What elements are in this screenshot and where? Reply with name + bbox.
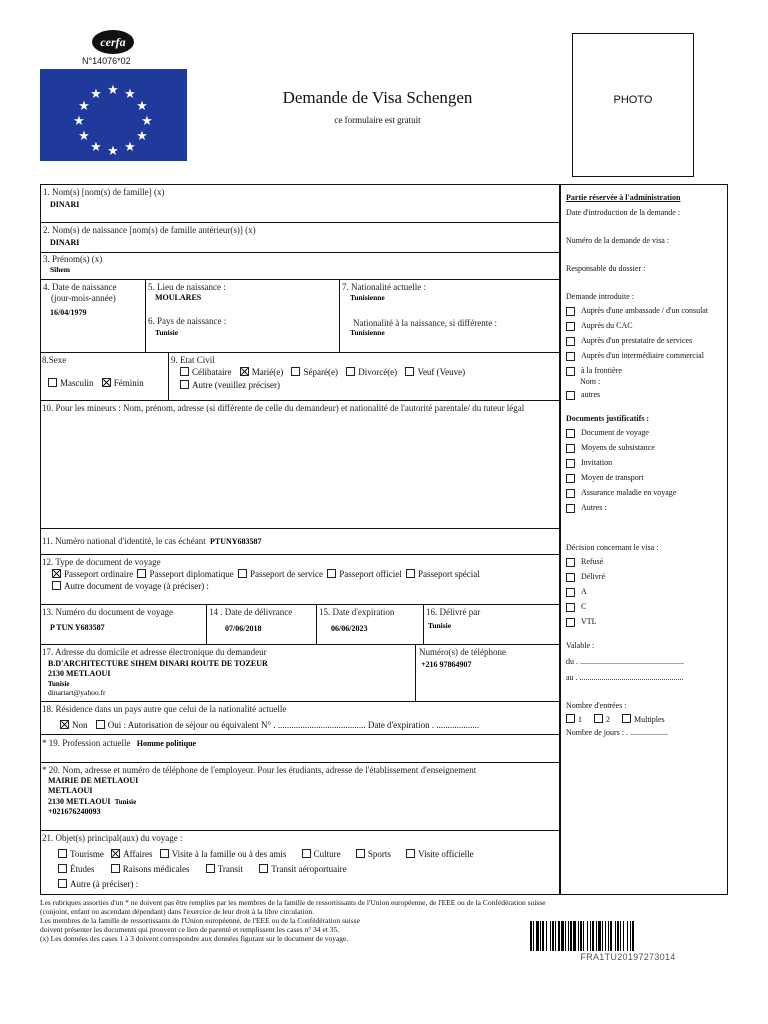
field-17-line2[interactable]: 2130 METLAOUI (48, 669, 111, 678)
field-11-label: 11. Numéro national d'identité, le cas échéant (42, 536, 206, 546)
admin-intro-intermediaire[interactable]: Auprès d'un intermédiaire commercial (566, 351, 724, 361)
etat-marie[interactable]: Marié(e) (240, 367, 283, 377)
checkbox[interactable] (566, 603, 575, 612)
checkbox[interactable] (58, 879, 67, 888)
field-20-line1[interactable]: MAIRIE DE METLAOUI (48, 776, 139, 785)
checkbox-checked[interactable] (52, 569, 61, 578)
field-3-label: 3. Prénom(s) (x) (43, 254, 103, 264)
objet-tourisme[interactable]: Tourisme (58, 849, 104, 859)
checkbox[interactable] (52, 581, 61, 590)
field-4-sub: (jour-mois-année) (51, 293, 116, 303)
field-17-line3[interactable]: Tunisie (48, 680, 70, 688)
field-17-label: 17. Adresse du domicile et adresse électronique du demandeur (42, 647, 267, 657)
admin-decision-refuse[interactable]: Refusé (566, 557, 724, 567)
cerfa-logo: cerfa (92, 30, 134, 54)
objet-etudes[interactable]: Études (58, 864, 95, 874)
field-3-value[interactable]: Sihem (50, 265, 71, 274)
checkbox[interactable] (48, 378, 57, 387)
svg-text:★: ★ (90, 140, 102, 155)
field-7b-value[interactable]: Tunisienne (350, 328, 385, 337)
field-17-line1[interactable]: B.D'ARCHITECTURE SIHEM DINARI ROUTE DE TOZEUR (48, 659, 268, 668)
footer-line-5: (x) Les données des cases 1 à 3 doivent correspondre aux données figurant sur le document de voyage. (40, 934, 349, 943)
checkbox[interactable] (566, 489, 575, 498)
checkbox[interactable] (566, 588, 575, 597)
footer-line-4: doivent présenter les documents qui prouvent ce lien de parenté et remplissent les cases n° 34 et 35. (40, 925, 340, 934)
field-20-line3[interactable]: 2130 METLAOUI (48, 797, 111, 806)
field-6-value[interactable]: Tunisie (155, 328, 179, 337)
barcode-text: FRA1TU20197273014 (580, 952, 676, 962)
checkbox[interactable] (259, 864, 268, 873)
checkbox[interactable] (566, 429, 575, 438)
svg-text:★: ★ (107, 83, 119, 98)
admin-decision-title: Décision concernant le visa : (566, 543, 659, 552)
footer-line-3: Les membres de la famille de ressortissants de l'Union européenne, de l'EEE ou de la Confédération suisse (40, 916, 360, 925)
doc-ordinaire[interactable]: Passeport ordinaire (52, 569, 133, 579)
svg-text:★: ★ (124, 87, 136, 102)
checkbox[interactable] (566, 391, 575, 400)
entree-1-label: 1 (578, 715, 582, 724)
doc-diplomatique[interactable]: Passeport diplomatique (137, 569, 233, 579)
admin-du[interactable]: du . .................................................... (566, 657, 684, 666)
checkbox[interactable] (566, 367, 575, 376)
admin-doc-invitation[interactable]: Invitation (566, 458, 724, 468)
field-20-label: * 20. Nom, adresse et numéro de téléphone de l'employeur. Pour les étudiants, adresse de l'établissement d'enseignement (42, 765, 477, 775)
checkbox-checked[interactable] (60, 720, 69, 729)
entree-multiples-label: Multiples (634, 715, 665, 724)
admin-decision-vtl[interactable]: VTL (566, 617, 724, 627)
etat-separe[interactable]: Séparé(e) (291, 367, 337, 377)
checkbox[interactable] (180, 380, 189, 389)
objet-sports[interactable]: Sports (356, 849, 391, 859)
field-14-value[interactable]: 07/06/2018 (225, 624, 262, 633)
admin-doc-assurance[interactable]: Assurance maladie en voyage (566, 488, 724, 498)
field-20-line4[interactable]: +021676240093 (48, 807, 101, 816)
field-4-label: 4. Date de naissance (43, 282, 117, 292)
field-19-value[interactable]: Homme politique (136, 739, 197, 748)
objet-culture[interactable]: Culture (302, 849, 341, 859)
field-18-label: 18. Résidence dans un pays autre que celui de la nationalité actuelle (42, 704, 287, 714)
checkbox-checked[interactable] (102, 378, 111, 387)
objet-famille[interactable]: Visite à la famille ou à des amis (160, 849, 287, 859)
checkbox[interactable] (111, 864, 120, 873)
field-14-label: 14 . Date de délivrance (209, 607, 293, 617)
admin-doc-autres[interactable]: Autres : (566, 503, 724, 513)
doc-special[interactable]: Passeport spécial (406, 569, 480, 579)
checkbox[interactable] (346, 367, 355, 376)
objet-officielle[interactable]: Visite officielle (406, 849, 474, 859)
doc-officiel[interactable]: Passeport officiel (327, 569, 402, 579)
admin-intro-cac[interactable]: Auprès du CAC (566, 321, 724, 331)
field-17b-label: Numéro(s) de téléphone (419, 647, 506, 657)
checkbox[interactable] (206, 864, 215, 873)
admin-decision-c[interactable]: C (566, 602, 724, 612)
entree-2-checkbox[interactable] (594, 714, 603, 723)
admin-doc-transport[interactable]: Moyen de transport (566, 473, 724, 483)
checkbox[interactable] (96, 720, 105, 729)
etat-autre[interactable]: Autre (veuillez préciser) (180, 380, 280, 390)
form-subtitle: ce formulaire est gratuit (334, 115, 421, 125)
svg-text:★: ★ (136, 99, 148, 114)
admin-doc-voyage[interactable]: Document de voyage (566, 428, 724, 438)
field-16-label: 16. Délivré par (426, 607, 481, 617)
footer-line-1: Les rubriques assorties d'un * ne doivent pas être remplies par les membres de la famille de ressortissants de l'Union européenne, de l'EEE ou de la Confédération suisse (40, 898, 546, 907)
entree-2-label: 2 (606, 715, 610, 724)
checkbox-checked[interactable] (240, 367, 249, 376)
checkbox[interactable] (291, 367, 300, 376)
admin-autres[interactable]: autres (566, 390, 724, 400)
checkbox[interactable] (406, 849, 415, 858)
footer-line-2: (conjoint, enfant ou ascendant dépendant) dans l'exercice de leur droit à la libre circulation. (40, 907, 314, 916)
checkbox[interactable] (238, 569, 247, 578)
checkbox[interactable] (137, 569, 146, 578)
admin-doc-subsistance[interactable]: Moyens de subsistance (566, 443, 724, 453)
admin-nb-entrees: Nombre d'entrées : (566, 701, 627, 710)
checkbox[interactable] (160, 849, 169, 858)
admin-responsable: Responsable du dossier : (566, 264, 646, 273)
svg-text:★: ★ (136, 129, 148, 144)
checkbox[interactable] (566, 307, 575, 316)
admin-docs-title: Documents justificatifs : (566, 414, 650, 423)
checkbox[interactable] (566, 558, 575, 567)
doc-service[interactable]: Passeport de service (238, 569, 323, 579)
admin-title: Partie réservée à l'administration (566, 193, 681, 202)
checkbox[interactable] (566, 444, 575, 453)
checkbox[interactable] (566, 618, 575, 627)
objet-transit-aero[interactable]: Transit aéroportuaire (259, 864, 346, 874)
field-20-line3b[interactable]: Tunisie (114, 798, 137, 806)
checkbox[interactable] (566, 573, 575, 582)
checkbox[interactable] (58, 864, 67, 873)
entree-multiples-checkbox[interactable] (622, 714, 631, 723)
field-21-label: 21. Objet(s) principal(aux) du voyage : (42, 833, 183, 843)
admin-valable: Valable : (566, 641, 595, 650)
svg-text:★: ★ (90, 87, 102, 102)
photo-box (572, 33, 694, 177)
checkbox[interactable] (566, 459, 575, 468)
objet-affaires[interactable]: Affaires (111, 849, 152, 859)
checkbox[interactable] (566, 474, 575, 483)
field-16-value[interactable]: Tunisie (428, 621, 452, 630)
cerfa-number: N°14076*02 (82, 56, 131, 66)
field-20-line2[interactable]: METLAOUI (48, 786, 93, 795)
svg-text:★: ★ (141, 114, 153, 129)
entree-1-checkbox[interactable] (566, 714, 575, 723)
sexe-feminin[interactable]: Féminin (102, 378, 144, 388)
svg-text:★: ★ (78, 129, 90, 144)
field-17b-value[interactable]: +216 97864907 (421, 660, 472, 669)
admin-decision-delivre[interactable]: Délivré (566, 572, 724, 582)
photo-label: PHOTO (613, 94, 653, 106)
checkbox[interactable] (180, 367, 189, 376)
field-2-value[interactable]: DINARI (50, 238, 80, 247)
field-13-label: 13. Numéro du document de voyage (42, 607, 173, 617)
checkbox[interactable] (566, 352, 575, 361)
admin-intro-frontiere[interactable]: à la frontière (566, 366, 724, 376)
field-15-label: 15. Date d'expiration (319, 607, 395, 617)
svg-text:★: ★ (107, 144, 119, 159)
field-6-label: 6. Pays de naissance : (148, 316, 227, 326)
checkbox[interactable] (58, 849, 67, 858)
field-15-value[interactable]: 06/06/2023 (331, 624, 368, 633)
etat-veuf[interactable]: Veuf (Veuve) (405, 367, 465, 377)
checkbox[interactable] (327, 569, 336, 578)
field-7-value[interactable]: Tunisienne (350, 293, 385, 302)
objet-medicales[interactable]: Raisons médicales (111, 864, 190, 874)
admin-intro-ambassade[interactable]: Auprès d'une ambassade / d'un consulat (566, 306, 724, 316)
field-10-label: 10. Pour les mineurs : Nom, prénom, adresse (si différente de celle du demandeur) et nationalité de l'autorité parentale/ du tuteur légal (42, 403, 525, 413)
admin-au[interactable]: au . .................................................... (566, 673, 684, 682)
field-19-label: * 19. Profession actuelle (42, 738, 131, 748)
svg-text:★: ★ (124, 140, 136, 155)
field-17-line4[interactable]: dinariart@yahoo.fr (48, 688, 106, 697)
field-9-label: 9. Etat Civil (171, 355, 215, 365)
field-7b-label: Nationalité à la naissance, si différente : (353, 318, 498, 328)
field-7-label: 7. Nationalité actuelle : (342, 282, 426, 292)
admin-intro-prestataire[interactable]: Auprès d'un prestataire de services (566, 336, 724, 346)
field-4-value[interactable]: 16/04/1979 (50, 308, 87, 317)
form-title: Demande de Visa Schengen (282, 88, 473, 107)
checkbox[interactable] (566, 504, 575, 513)
residence-oui[interactable]: Oui : Autorisation de séjour ou équivalent N° . ....................................... Date d'expiration . ................... (96, 720, 479, 730)
field-11-value[interactable]: PTUNY683587 (209, 537, 262, 546)
svg-text:★: ★ (73, 114, 85, 129)
checkbox[interactable] (406, 569, 415, 578)
sexe-masculin[interactable]: Masculin (48, 378, 94, 388)
svg-text:★: ★ (78, 99, 90, 114)
admin-nom: Nom : (580, 377, 601, 386)
field-13-value[interactable]: P TUN Y683587 (50, 623, 105, 632)
field-1-value[interactable]: DINARI (50, 200, 80, 209)
checkbox[interactable] (405, 367, 414, 376)
field-5-label: 5. Lieu de naissance : (148, 282, 226, 292)
eu-stars-icon (40, 69, 187, 161)
admin-nb-jours[interactable]: Nombre de jours : . ................... (566, 728, 668, 737)
eu-flag (40, 69, 187, 161)
field-5-value[interactable]: MOULARES (155, 293, 202, 302)
doc-autre[interactable]: Autre document de voyage (à préciser) : (52, 581, 209, 591)
etat-divorce[interactable]: Divorcé(e) (346, 367, 397, 377)
residence-non[interactable]: Non (60, 720, 88, 730)
admin-numero: Numéro de la demande de visa : (566, 236, 670, 245)
field-2-label: 2. Nom(s) de naissance [nom(s) de famille antérieur(s)] (x) (43, 225, 256, 235)
checkbox[interactable] (356, 849, 365, 858)
admin-introduite: Demande introduite : (566, 292, 634, 301)
checkbox[interactable] (566, 337, 575, 346)
checkbox-checked[interactable] (111, 849, 120, 858)
objet-transit[interactable]: Transit (206, 864, 243, 874)
field-8-label: 8.Sexe (42, 355, 67, 365)
etat-celibataire[interactable]: Célibataire (180, 367, 231, 377)
barcode-bar (634, 921, 635, 951)
barcode-bars (530, 921, 726, 951)
admin-decision-a[interactable]: A (566, 587, 724, 597)
checkbox[interactable] (566, 322, 575, 331)
admin-date-intro: Date d'introduction de la demande : (566, 208, 681, 217)
checkbox[interactable] (302, 849, 311, 858)
barcode (530, 921, 726, 962)
field-12-label: 12. Type de document de voyage (42, 557, 161, 567)
objet-autre[interactable]: Autre (à préciser) : (58, 879, 138, 889)
field-1-label: 1. Nom(s) [nom(s) de famille] (x) (43, 187, 165, 197)
